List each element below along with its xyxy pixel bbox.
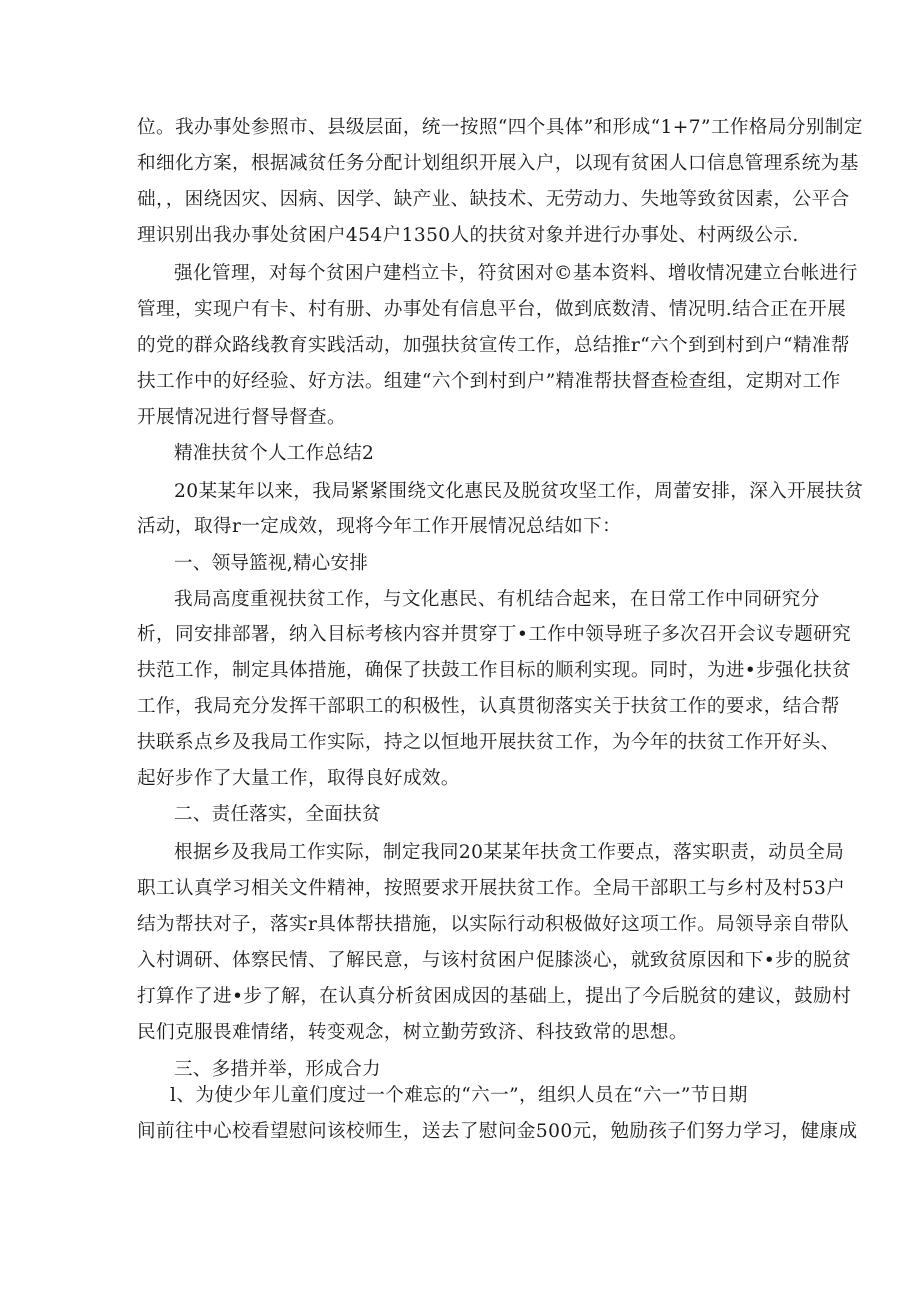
- subsection-heading: 三、多措并举，形成合力: [174, 1059, 381, 1080]
- paragraph-line: 根据乡及我局工作实际，制定我同20某某年扶贪工作要点，落实职责，动员全局: [174, 842, 845, 863]
- paragraph-line: 工作，我局充分发挥干部职工的积极性，认真贯彻落实关于扶贫工作的要求，结合帮: [137, 696, 840, 717]
- paragraph-line: 强化管理，对每个贫困户建档立卡，符贫困对©基本资料、增收情况建立台帐进行: [174, 263, 858, 284]
- paragraph-line: 起好步作了大量工作，取得良好成效。: [137, 768, 460, 789]
- paragraph-line: 结为帮扶对子，落实r具体帮扶措施，以实际行动积极做好这项工作。局领导亲自带队: [137, 914, 850, 935]
- paragraph-line: 管理，实现户有卡、村有册、办事处有信息平台，做到底数清、情况明.结合正在开展: [137, 299, 847, 320]
- paragraph-line: 入村调研、体察民情、了解民意，与该村贫困户促膝淡心，就致贫原因和下•步的脱贫: [137, 950, 852, 971]
- paragraph-line: 活动，取得r一定成效，现将今年工作开展情况总结如下：: [137, 516, 622, 537]
- paragraph-line: 扶范工作，制定具体措施，确保了扶鼓工作目标的顺利实现。同时，为进•步强化扶贫: [137, 660, 852, 681]
- paragraph-line: 础，，困绕因灾、因病、因学、缺产业、缺技术、无劳动力、失地等致贫因素，公平合: [137, 189, 850, 210]
- paragraph-line: 扶联系点乡及我局工作实际，持之以恒地开展扶贫工作，为今年的扶贫工作开好头、: [137, 732, 840, 753]
- section-title: 精准扶贫个人工作总结2: [174, 443, 374, 464]
- paragraph-line: l、为使少年儿童们度过一个难忘的“六一”，组织人员在“六一”节日期: [170, 1085, 748, 1106]
- paragraph-line: 理识别出我办事处贫困户454户1350人的扶贫对象并进行办事处、村两级公示.: [137, 225, 799, 246]
- subsection-heading: 一、领导篮视,精心安排: [174, 553, 369, 574]
- paragraph-line: 民们克服畏难情绪，转变观念，树立勤劳致济、科技致常的思想。: [137, 1022, 688, 1043]
- paragraph-line: 我局高度重视扶贫工作，与文化惠民、有机结合起来，在日常工作中同研究分: [174, 589, 820, 610]
- paragraph-line: 和细化方案，根据减贫任务分配计划组织开展入户，以现有贫困人口信息管理系统为基: [137, 153, 859, 174]
- paragraph-line: 的党的群众路线教育实践活动，加强扶贫宣传工作，总结推r“六个到到村到户“精准帮: [137, 335, 850, 356]
- paragraph-line: 析，同安排部署，纳入目标考核内容并贯穿丁•工作中领导班子多次召开会议专题研究: [137, 624, 852, 645]
- paragraph-line: 扶工作中的好经验、好方法。组建“六个到村到户”精准帮扶督查检查组，定期对工作: [137, 371, 841, 392]
- paragraph-line: 打算作了进•步了解，在认真分析贫困成因的基础上，提出了今后脱贫的建议，鼓励村: [137, 986, 852, 1007]
- paragraph-line: 开展情况进行督导督查。: [137, 407, 346, 428]
- paragraph-line: 职工认真学习相关文件精神，按照要求开展扶贫工作。全局干部职工与乡村及村53户: [137, 878, 846, 899]
- paragraph-line: 间前往中心校看望慰问该校师生，送去了慰问金500元，勉励孩子们努力学习，健康成: [137, 1121, 858, 1142]
- paragraph-line: 位。我办事处参照市、县级层面，统一按照“四个具体”和形成“1+7”工作格局分别制定: [137, 117, 863, 138]
- paragraph-line: 20某某年以来，我局紧紧围绕文化惠民及脱贫攻坚工作，周蕾安排，深入开展扶贫: [174, 481, 864, 502]
- subsection-heading: 二、责任落实，全面扶贫: [174, 804, 381, 825]
